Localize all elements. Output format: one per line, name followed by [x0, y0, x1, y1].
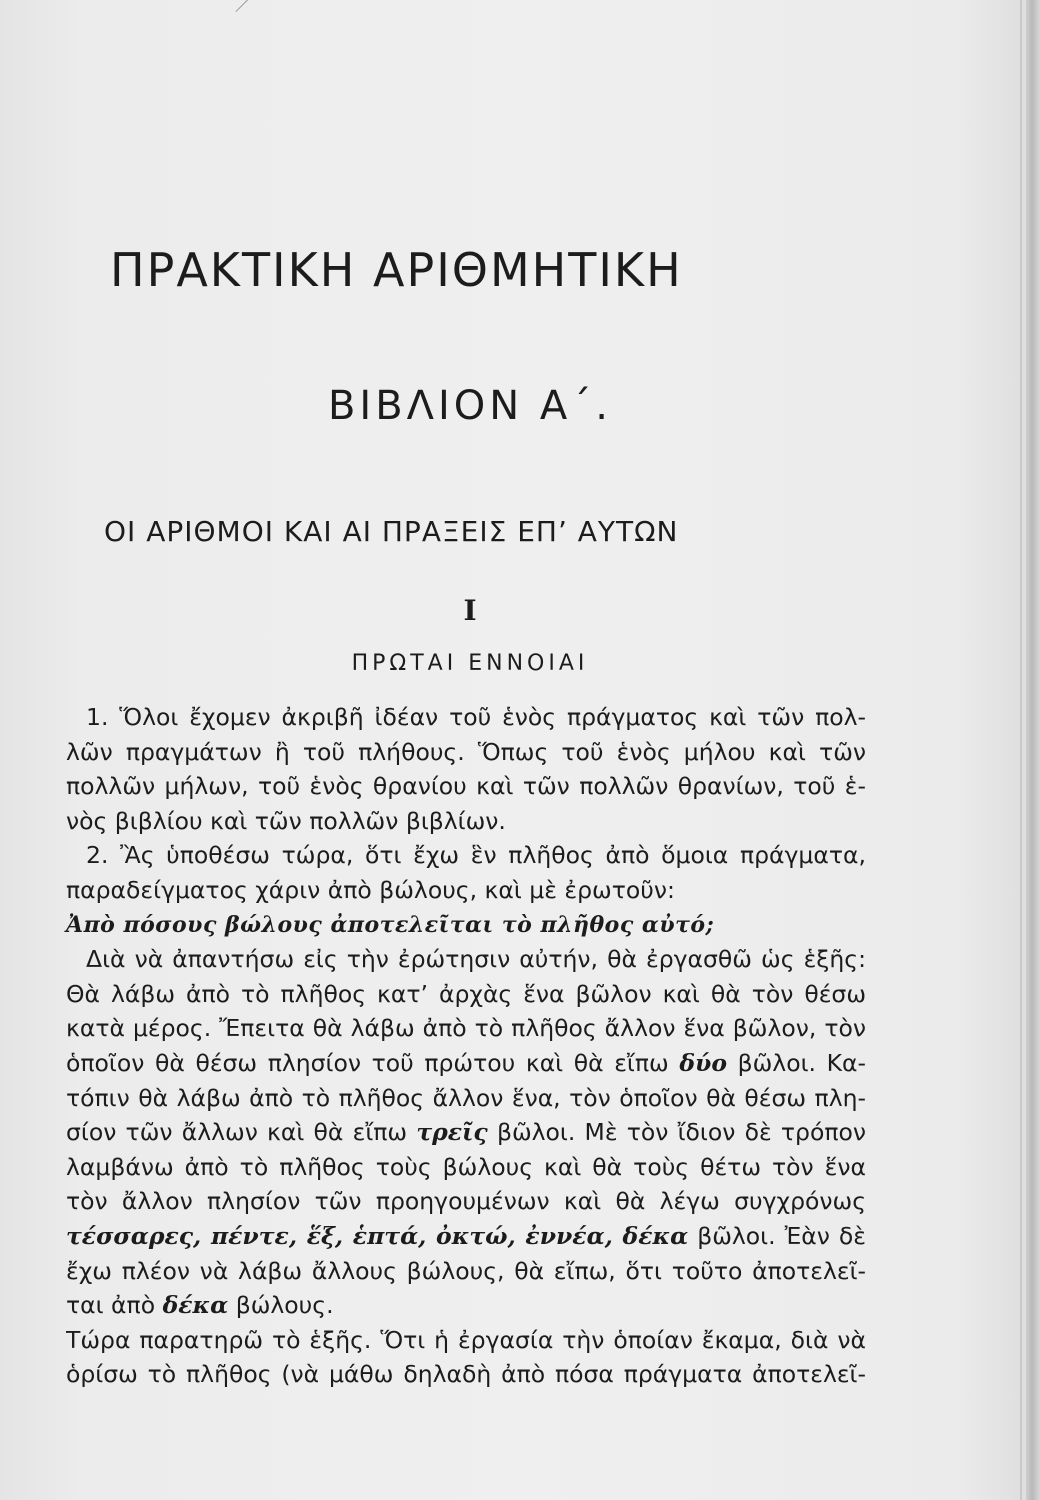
emphasized-number: δέκα — [162, 1291, 229, 1320]
book-volume-title: ΒΙΒΛΙΟΝ Α΄. — [327, 383, 613, 429]
text-line: ἔχω πλέον νὰ λάβω ἄλλους βώλους, θὰ εἴπω, ὅτι τοῦτο ἀποτελεῖ- — [66, 1256, 866, 1285]
text-line — [66, 1115, 866, 1150]
pencil-mark — [235, 0, 254, 12]
chapter-number: Ι — [463, 594, 477, 627]
text-line — [66, 1219, 866, 1254]
body-text — [66, 700, 866, 1392]
text-line: λῶν πραγμάτων ἢ τοῦ πλήθους. Ὅπως τοῦ ἑνὸς μήλου καὶ τῶν — [66, 737, 866, 766]
text-line — [66, 1046, 866, 1081]
text-run: βῶλοι. Κα- — [737, 1048, 866, 1077]
text-line: 2. Ἂς ὑποθέσω τώρα, ὅτι ἔχω ἓν πλῆθος ἀπὸ ὅμοια πράγματα, — [86, 841, 866, 870]
text-run: βώλους. — [235, 1291, 334, 1320]
text-run: ται ἀπὸ — [66, 1291, 156, 1320]
book-spine-edge — [1026, 0, 1040, 1500]
text-line — [66, 1288, 866, 1323]
section-title: ΠΡΩΤΑΙ ΕΝΝΟΙΑΙ — [351, 651, 589, 676]
emphasized-number: τρεῖς — [416, 1118, 488, 1147]
text-line: κατὰ μέρος. Ἔπειτα θὰ λάβω ἀπὸ τὸ πλῆθος ἄλλον ἕνα βῶλον, τὸν — [66, 1014, 866, 1043]
part-title: ΟΙ ΑΡΙΘΜΟΙ ΚΑΙ ΑΙ ΠΡΑΞΕΙΣ ΕΠ’ ΑΥΤΩΝ — [104, 515, 679, 548]
text-line: λαμβάνω ἀπὸ τὸ πλῆθος τοὺς βώλους καὶ θὰ τοὺς θέτω τὸν ἕνα — [66, 1152, 866, 1181]
text-line: τόπιν θὰ λάβω ἀπὸ τὸ πλῆθος ἄλλον ἕνα, τὸν ὁποῖον θὰ θέσω πλη- — [66, 1083, 866, 1112]
question-line: Ἀπὸ πόσους βώλους ἀποτελεῖται τὸ πλῆθος αὐτό; — [66, 911, 715, 938]
emphasized-number: δύο — [679, 1048, 727, 1077]
text-line: νὸς βιβλίου καὶ τῶν πολλῶν βιβλίων. — [66, 806, 506, 835]
text-run: βῶλοι. Ἐὰν δὲ — [697, 1221, 866, 1250]
text-run: ὁποῖον θὰ θέσω πλησίον τοῦ πρώτου καὶ θὰ εἴπω — [66, 1048, 669, 1077]
emphasized-numbers: τέσσαρες, πέντε, ἕξ, ἑπτά, ὀκτώ, ἐννέα, δέκα — [66, 1221, 689, 1250]
text-line: τὸν ἄλλον πλησίον τῶν προηγουμένων καὶ θὰ λέγω συγχρόνως — [66, 1187, 866, 1216]
text-line: Θὰ λάβω ἀπὸ τὸ πλῆθος κατ’ ἀρχὰς ἕνα βῶλον καὶ θὰ τὸν θέσω — [66, 979, 866, 1008]
text-run: βῶλοι. Μὲ τὸν ἴδιον δὲ τρόπον — [496, 1118, 866, 1147]
text-run: σίον τῶν ἄλλων καὶ θὰ εἴπω — [66, 1118, 408, 1147]
text-line: ὁρίσω τὸ πλῆθος (νὰ μάθω δηλαδὴ ἀπὸ πόσα πράγματα ἀποτελεῖ- — [66, 1360, 866, 1389]
text-line: πολλῶν μήλων, τοῦ ἑνὸς θρανίου καὶ τῶν πολλῶν θρανίων, τοῦ ἑ- — [66, 772, 866, 801]
book-main-title: ΠΡΑΚΤΙΚΗ ΑΡΙΘΜΗΤΙΚΗ — [110, 243, 683, 297]
text-line: 1. Ὅλοι ἔχομεν ἀκριβῆ ἰδέαν τοῦ ἑνὸς πράγματος καὶ τῶν πολ- — [86, 703, 866, 731]
page-edge-line — [1020, 0, 1022, 1500]
text-line: Τώρα παρατηρῶ τὸ ἑξῆς. Ὅτι ἡ ἐργασία τὴν ὁποίαν ἔκαμα, διὰ νὰ — [66, 1325, 866, 1354]
text-line: Διὰ νὰ ἀπαντήσω εἰς τὴν ἐρώτησιν αὐτήν, θὰ ἐργασθῶ ὡς ἑξῆς: — [86, 945, 866, 974]
text-line: παραδείγματος χάριν ἀπὸ βώλους, καὶ μὲ ἐρωτοῦν: — [66, 875, 675, 904]
